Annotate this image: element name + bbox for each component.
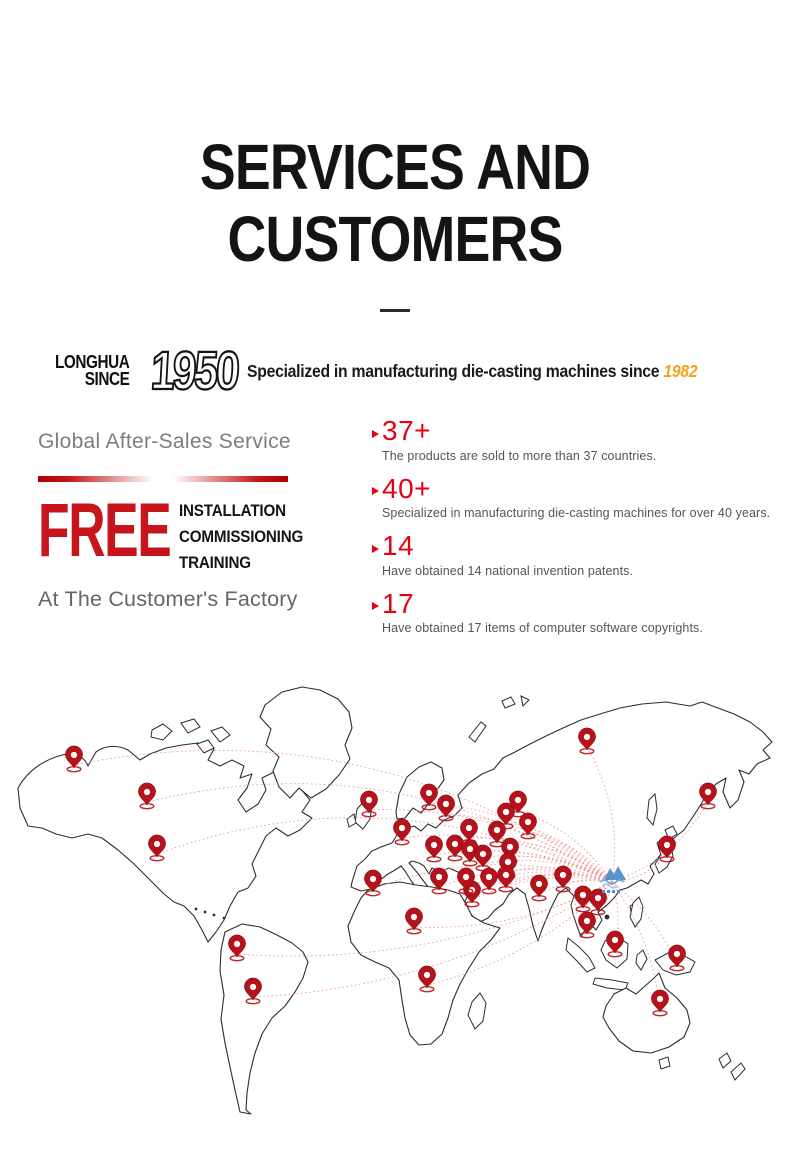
map-pin — [65, 746, 82, 772]
red-gradient-divider — [38, 476, 288, 482]
landmass-caribbean-4 — [223, 917, 226, 920]
map-pin — [360, 791, 377, 817]
service-heading: Global After-Sales Service — [38, 430, 291, 454]
map-pin — [418, 966, 435, 992]
map-pin — [405, 908, 422, 934]
free-label: FREE — [38, 488, 171, 574]
stat-arrow-icon — [372, 487, 379, 495]
map-pin — [437, 795, 454, 821]
landmass-caribbean-1 — [195, 908, 198, 911]
service-footer: At The Customer's Factory — [38, 587, 298, 612]
map-pin — [509, 791, 526, 817]
landmass-madagascar — [468, 993, 486, 1029]
world-map — [0, 660, 790, 1160]
page-title-line1: SERVICES AND — [199, 131, 591, 203]
map-pin — [699, 783, 716, 809]
map-pin — [244, 978, 261, 1004]
map-pin — [138, 783, 155, 809]
landmass-caribbean-2 — [204, 911, 207, 914]
stat-years-value: 40+ — [372, 474, 790, 503]
stat-arrow-icon — [372, 545, 379, 553]
landmass-sumatra — [566, 938, 595, 972]
landmass-java — [593, 978, 628, 990]
stats-panel — [372, 416, 790, 646]
stat-arrow-icon — [372, 602, 379, 610]
landmass-arctic-island-2 — [181, 719, 200, 733]
map-pin — [658, 836, 675, 862]
stat-patents-value: 14 — [372, 531, 790, 560]
continent-outlines — [18, 687, 772, 1114]
map-pin — [228, 935, 245, 961]
map-pin — [497, 866, 514, 892]
map-pin — [668, 945, 685, 971]
landmass-arctic-island-1 — [151, 724, 172, 740]
map-pin — [148, 835, 165, 861]
brand-name-longhua: LONGHUA — [55, 352, 130, 373]
landmass-new-zealand-north — [719, 1053, 731, 1068]
page-title-line2: CUSTOMERS — [227, 202, 563, 275]
landmass-new-zealand-south — [731, 1063, 745, 1080]
title-divider — [380, 309, 410, 312]
map-pin — [425, 836, 442, 862]
brand-name-since: SINCE — [84, 369, 130, 390]
brand-logo-wordmark — [55, 354, 129, 388]
stat-years-desc: Specialized in manufacturing die-casting machines for over 40 years. — [382, 506, 771, 521]
page-title — [0, 0, 790, 275]
map-pin — [393, 819, 410, 845]
map-pin — [480, 868, 497, 894]
map-pin — [651, 990, 668, 1016]
free-items-list — [179, 496, 303, 577]
map-pin — [446, 835, 463, 861]
map-pin — [519, 813, 536, 839]
free-item-commissioning: COMMISSIONING — [178, 528, 303, 547]
stat-patents-desc: Have obtained 14 national invention patents. — [382, 563, 634, 578]
brand-row — [55, 342, 790, 400]
stat-countries-value: 37+ — [372, 416, 790, 445]
map-pin — [554, 866, 571, 892]
landmass-ireland — [347, 814, 356, 827]
landmass-tasmania — [659, 1057, 670, 1069]
landmass-sulawesi — [636, 950, 647, 970]
stat-patents — [372, 531, 790, 577]
landmass-philippines — [630, 897, 643, 927]
landmass-novaya-zemlya — [469, 722, 486, 742]
map-pin — [574, 886, 591, 912]
map-pin — [430, 868, 447, 894]
map-pin — [578, 912, 595, 938]
brand-year-badge: 1950 — [148, 341, 239, 402]
landmass-svalbard — [502, 697, 515, 708]
stat-arrow-icon — [372, 430, 379, 438]
service-panel — [38, 424, 372, 646]
map-pin — [420, 784, 437, 810]
map-pin — [474, 845, 491, 871]
map-pin — [364, 870, 381, 896]
stat-years — [372, 474, 790, 520]
brand-tagline — [247, 361, 697, 382]
map-pin — [530, 875, 547, 901]
content-columns — [0, 415, 790, 646]
landmass-caribbean-3 — [213, 914, 216, 917]
tagline-text: Specialized in manufacturing die-casting machines since — [246, 360, 664, 381]
stat-countries-desc: The products are sold to more than 37 countries. — [382, 448, 657, 463]
landmass-franz-josef — [521, 696, 529, 706]
stat-countries — [372, 416, 790, 462]
free-item-training: TRAINING — [178, 554, 251, 573]
landmass-arctic-island-3 — [211, 727, 230, 742]
free-offer-row — [38, 488, 372, 577]
map-pin — [606, 931, 623, 957]
landmass-hainan — [605, 915, 610, 920]
stat-copyrights-value: 17 — [372, 589, 790, 618]
map-pin — [457, 868, 474, 894]
stat-copyrights-desc: Have obtained 17 items of computer software copyrights. — [382, 620, 703, 635]
free-item-installation: INSTALLATION — [178, 502, 286, 521]
tagline-year: 1982 — [663, 360, 697, 381]
stat-copyrights — [372, 589, 790, 635]
map-pin — [578, 728, 595, 754]
